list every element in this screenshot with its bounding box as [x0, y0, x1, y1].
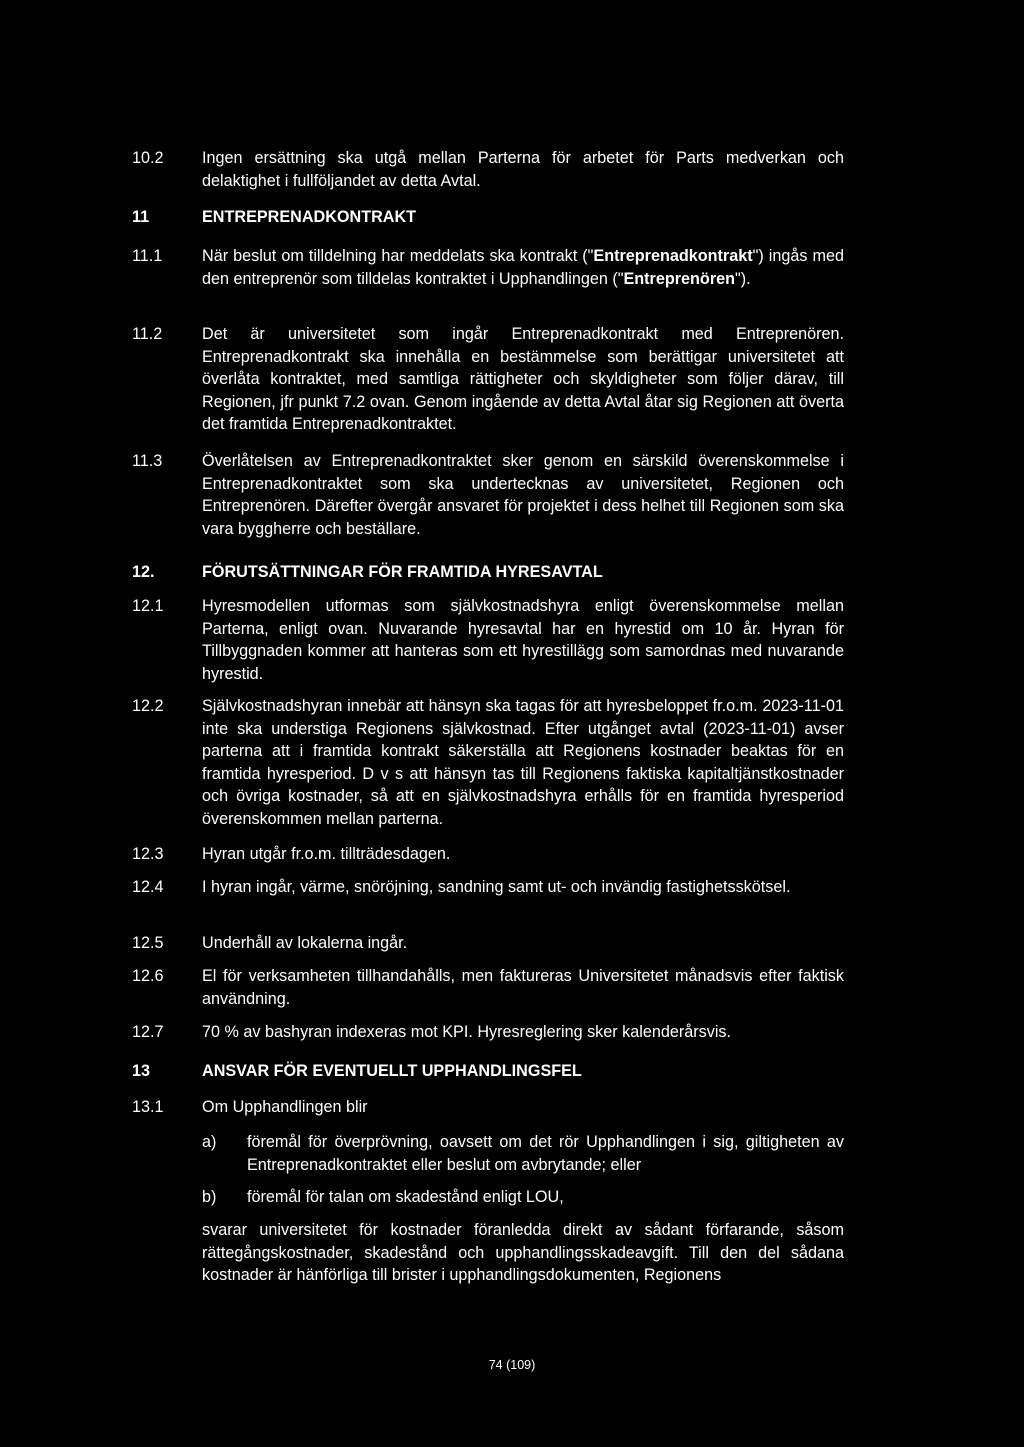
list-item-text: föremål för överprövning, oavsett om det rör Upphandlingen i sig, giltigheten av Entreprenadkontraktet eller beslut om avbrytande; eller	[247, 1133, 844, 1174]
list-marker: b)	[202, 1188, 217, 1206]
section-title: ANSVAR FÖR EVENTUELLT UPPHANDLINGSFEL	[202, 1062, 582, 1080]
section-number: 12.2	[132, 697, 164, 715]
section-text: Ingen ersättning ska utgå mellan Parterna för arbetet för Parts medverkan och delaktighet i fullföljandet av detta Avtal.	[202, 149, 844, 190]
section-number: 13	[132, 1062, 151, 1080]
section-number: 10.2	[132, 149, 164, 167]
defined-term-entreprenadkontrakt: Entreprenadkontrakt	[593, 247, 753, 265]
section-number: 11	[132, 208, 150, 226]
section-text: I hyran ingår, värme, snöröjning, sandning samt ut- och invändig fastighetsskötsel.	[202, 878, 791, 896]
section-text: När beslut om tilldelning har meddelats ska kontrakt ("Entreprenadkontrakt") ingås med den entreprenör som tilldelas kontraktet i Upphandlingen ("Entreprenören").	[202, 247, 844, 288]
section-title: FÖRUTSÄTTNINGAR FÖR FRAMTIDA HYRESAVTAL	[202, 563, 603, 581]
section-number: 11.3	[132, 452, 163, 470]
section-number: 12.4	[132, 878, 164, 896]
section-text: Hyresmodellen utformas som självkostnadshyra enligt överenskommelse mellan Parterna, enligt ovan. Nuvarande hyresavtal har en hyrestid om 10 år. Hyran för Tillbyggnaden kommer att hanteras som ett hyrestillägg som samordnas med nuvarande hyrestid.	[202, 597, 844, 683]
section-title: ENTREPRENADKONTRAKT	[202, 208, 417, 226]
section-text: Det är universitetet som ingår Entreprenadkontrakt med Entreprenören. Entreprenadkontrakt ska innehålla en bestämmelse som berättigar universitetet att överlåta kontraktet, med samtliga rättigheter och skyldigheter som följer därav, till Regionen, jfr punkt 7.2 ovan. Genom ingående av detta Avtal åtar sig Regionen att överta det framtida Entreprenadkontraktet.	[202, 325, 844, 434]
section-text: El för verksamheten tillhandahålls, men faktureras Universitetet månadsvis efter faktisk användning.	[202, 967, 844, 1008]
defined-term-entreprenoren: Entreprenören	[623, 269, 736, 288]
section-text: Självkostnadshyran innebär att hänsyn ska tagas för att hyresbeloppet fr.o.m. 2023-11-01 inte ska understiga Regionens självkostnad. Efter utgånget avtal (2023-11-01) avser parterna att i framtida kontrakt säkerställa att Regionens kostnader beaktas för en framtida hyresperiod. D v s att hänsyn tas till Regionens faktiska kapitaltjänstkostnader och övriga kostnader, så att en självkostnadshyra erhålls för en framtida hyresperiod överenskommen mellan parterna.	[202, 697, 844, 828]
section-number: 12.7	[132, 1023, 164, 1041]
section-number: 12.	[132, 563, 155, 581]
page-number: 74 (109)	[488, 1358, 536, 1372]
section-text: Överlåtelsen av Entreprenadkontraktet sker genom en särskild överenskommelse i Entreprenadkontraktet som ska undertecknas av universitetet, Regionen och Entreprenören. Därefter övergår ansvaret för projektet i dess helhet till Regionen som ska vara byggherre och beställare.	[202, 452, 844, 538]
section-number: 12.6	[132, 967, 164, 985]
list-marker: a)	[202, 1133, 217, 1151]
section-number: 12.3	[132, 845, 164, 863]
section-number: 13.1	[132, 1098, 164, 1116]
section-text: Om Upphandlingen blir	[202, 1098, 368, 1116]
section-number: 12.1	[132, 597, 164, 615]
section-number: 11.2	[132, 325, 163, 343]
section-number: 12.5	[132, 934, 164, 952]
section-text: Hyran utgår fr.o.m. tillträdesdagen.	[202, 845, 451, 863]
section-number: 11.1	[132, 247, 163, 265]
section-13-1-continuation: svarar universitetet för kostnader föranledda direkt av sådant förfarande, såsom rättegångskostnader, skadestånd och upphandlingsskadeavgift. Till den del sådana kostnader är hänförliga till brister i upphandlingsdokumenten, Regionens	[202, 1221, 844, 1285]
section-text: 70 % av bashyran indexeras mot KPI. Hyresreglering sker kalenderårsvis.	[202, 1023, 732, 1041]
list-item-text: föremål för talan om skadestånd enligt LOU,	[247, 1188, 564, 1206]
section-text: Underhåll av lokalerna ingår.	[202, 934, 408, 952]
